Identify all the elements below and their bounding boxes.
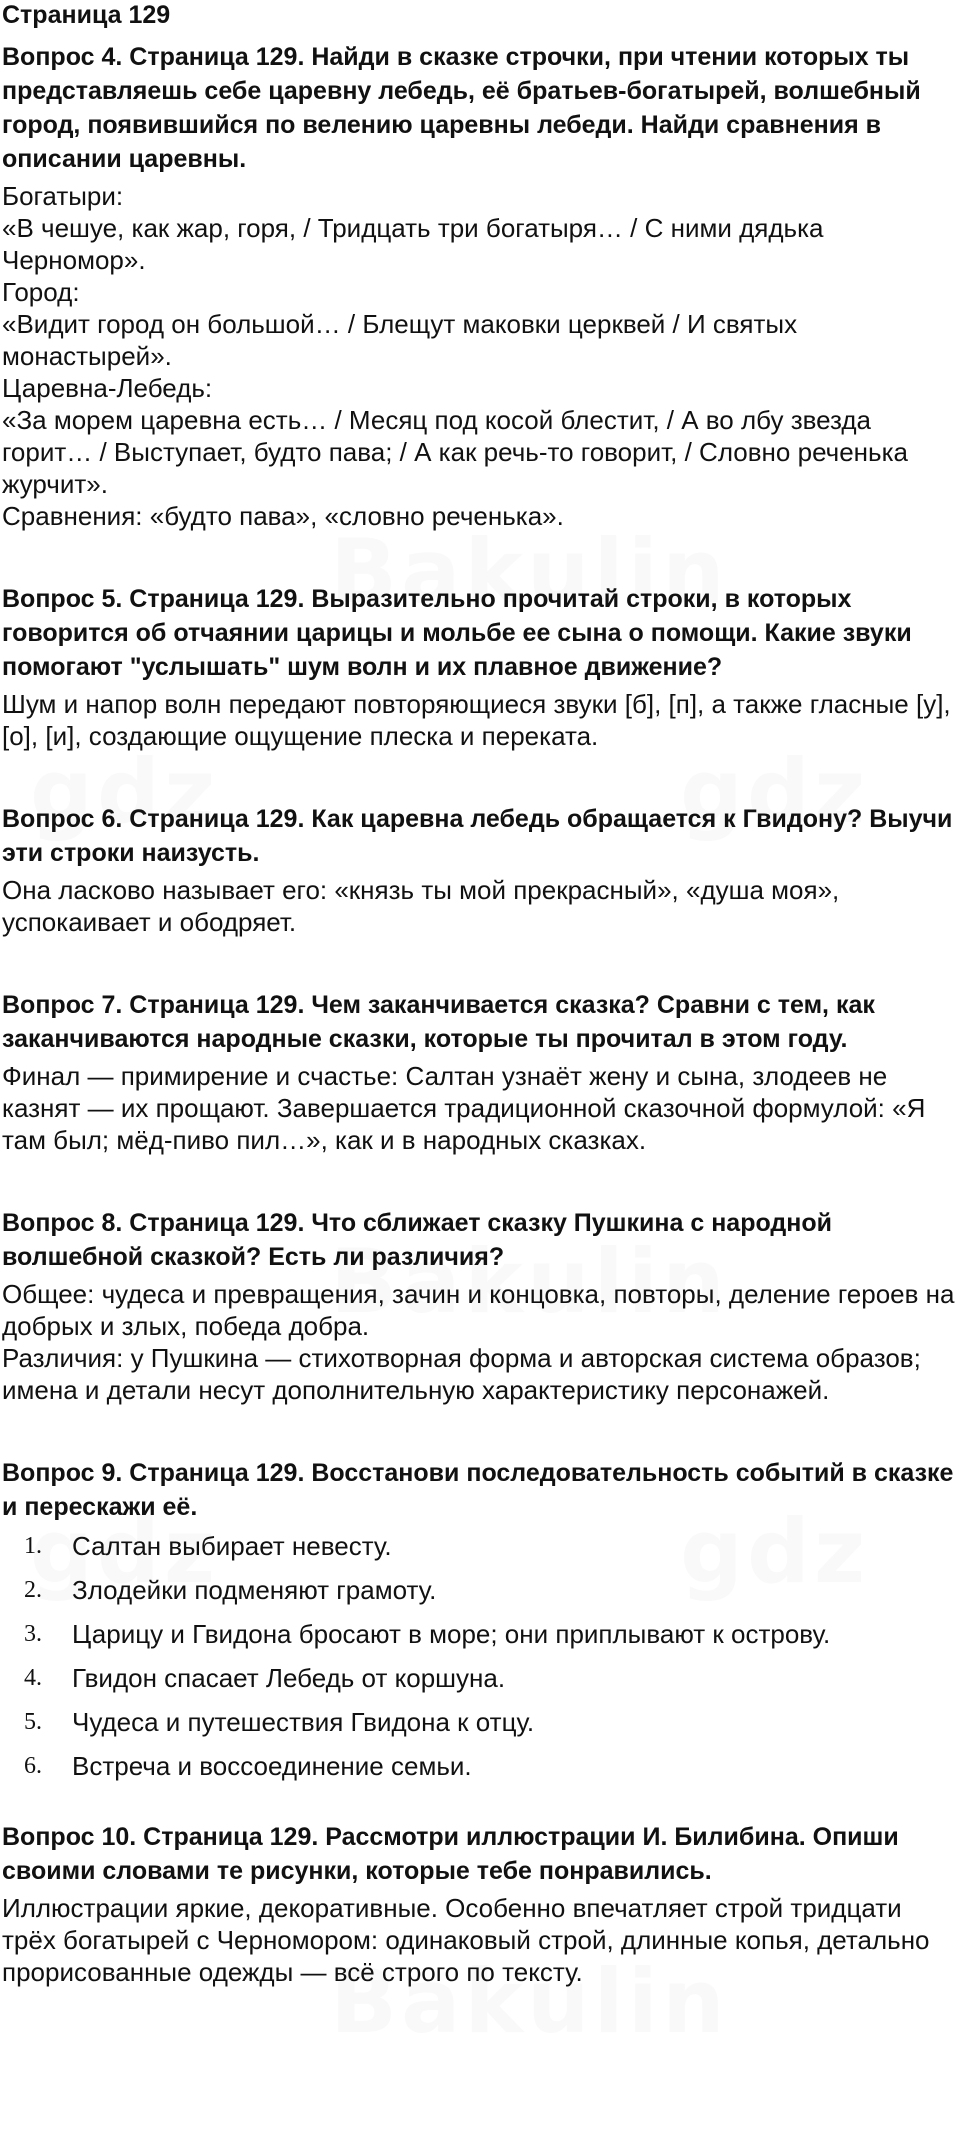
answer-paragraph: Царевна-Лебедь: [2,373,213,403]
list-text: Чудеса и путешествия Гвидона к отцу. [72,1707,535,1737]
answer-paragraph: «В чешуе, как жар, горя, / Тридцать три богатыря… / С ними дядька Черномор». [2,213,824,275]
list-text: Салтан выбирает невесту. [72,1531,392,1561]
answer-paragraph: «За морем царевна есть… / Месяц под косой блестит, / А во лбу звезда горит… / Выступает, будто пава; / А как речь-то говорит, / Словно реченька журчит». [2,405,908,499]
list-text: Злодейки подменяют грамоту. [72,1575,437,1605]
event-list [2,1530,961,1782]
answer-paragraph: Иллюстрации яркие, декоративные. Особенно впечатляет строй тридцати трёх богатырей с Черномором: одинаковый строй, длинные копья, детально прорисованные одежды — всё строго по тексту. [2,1893,930,1987]
list-number: 3. [24,1621,42,1647]
answer [2,1278,961,1406]
question-block-10 [2,1820,961,1988]
question-title: Вопрос 7. Страница 129. Чем заканчивается сказка? Сравни с тем, как заканчиваются народные сказки, которые ты прочитал в этом году. [2,991,875,1053]
list-item [2,1618,961,1650]
list-text: Гвидон спасает Лебедь от коршуна. [72,1663,506,1693]
question-title: Вопрос 6. Страница 129. Как царевна лебедь обращается к Гвидону? Выучи эти строки наизусть. [2,805,953,867]
page-title: Страница 129 [2,1,171,29]
question-block-7 [2,988,961,1156]
answer-paragraph: Общее: чудеса и превращения, зачин и концовка, повторы, деление героев на добрых и злых, победа добра. [2,1279,955,1341]
list-number: 2. [24,1577,42,1603]
answer [2,874,961,938]
question-title: Вопрос 8. Страница 129. Что сближает сказку Пушкина с народной волшебной сказкой? Есть ли различия? [2,1209,833,1271]
answer [2,1892,961,1988]
list-item [2,1750,961,1782]
list-number: 6. [24,1753,42,1779]
answer-paragraph: Шум и напор волн передают повторяющиеся звуки [б], [п], а также гласные [у], [о], [и], создающие ощущение плеска и переката. [2,689,951,751]
list-item [2,1662,961,1694]
question-block-4 [2,40,961,532]
answer-paragraph: Город: [2,277,80,307]
list-number: 4. [24,1665,42,1691]
question-block-9 [2,1456,961,1782]
answer-paragraph: Сравнения: «будто пава», «словно реченька». [2,501,564,531]
question-title: Вопрос 5. Страница 129. Выразительно прочитай строки, в которых говорится об отчаянии царицы и мольбе ее сына о помощи. Какие звуки помогают "услышать" шум волн и их плавное движение? [2,585,912,681]
list-item [2,1574,961,1606]
answer-paragraph: Богатыри: [2,181,124,211]
answer [2,688,961,752]
list-number: 5. [24,1709,42,1735]
list-number: 1. [24,1533,42,1559]
list-item [2,1530,961,1562]
list-text: Встреча и воссоединение семьи. [72,1751,472,1781]
question-block-5 [2,582,961,752]
answer-paragraph: «Видит город он большой… / Блещут маковки церквей / И святых монастырей». [2,309,798,371]
question-block-8 [2,1206,961,1406]
answer [2,1060,961,1156]
answer-paragraph: Финал — примирение и счастье: Салтан узнаёт жену и сына, злодеев не казнят — их прощают. Завершается традиционной сказочной формулой: «Я там был; мёд-пиво пил…», как и в народных сказках. [2,1061,926,1155]
question-title: Вопрос 9. Страница 129. Восстанови последовательность событий в сказке и перескажи её. [2,1459,954,1521]
question-title: Вопрос 4. Страница 129. Найди в сказке строчки, при чтении которых ты представляешь себе царевну лебедь, её братьев-богатырей, волшебный город, появившийся по велению царевны лебеди. Найди сравнения в описании царевны. [2,43,921,173]
list-item [2,1706,961,1738]
answer [2,180,961,532]
question-block-6 [2,802,961,938]
answer-paragraph: Различия: у Пушкина — стихотворная форма и авторская система образов; имена и детали несут дополнительную характеристику персонажей. [2,1343,921,1405]
question-title: Вопрос 10. Страница 129. Рассмотри иллюстрации И. Билибина. Опиши своими словами те рисунки, которые тебе понравились. [2,1823,899,1885]
list-text: Царицу и Гвидона бросают в море; они приплывают к острову. [72,1619,831,1649]
answer-paragraph: Она ласково называет его: «князь ты мой прекрасный», «душа моя», успокаивает и ободряет. [2,875,840,937]
